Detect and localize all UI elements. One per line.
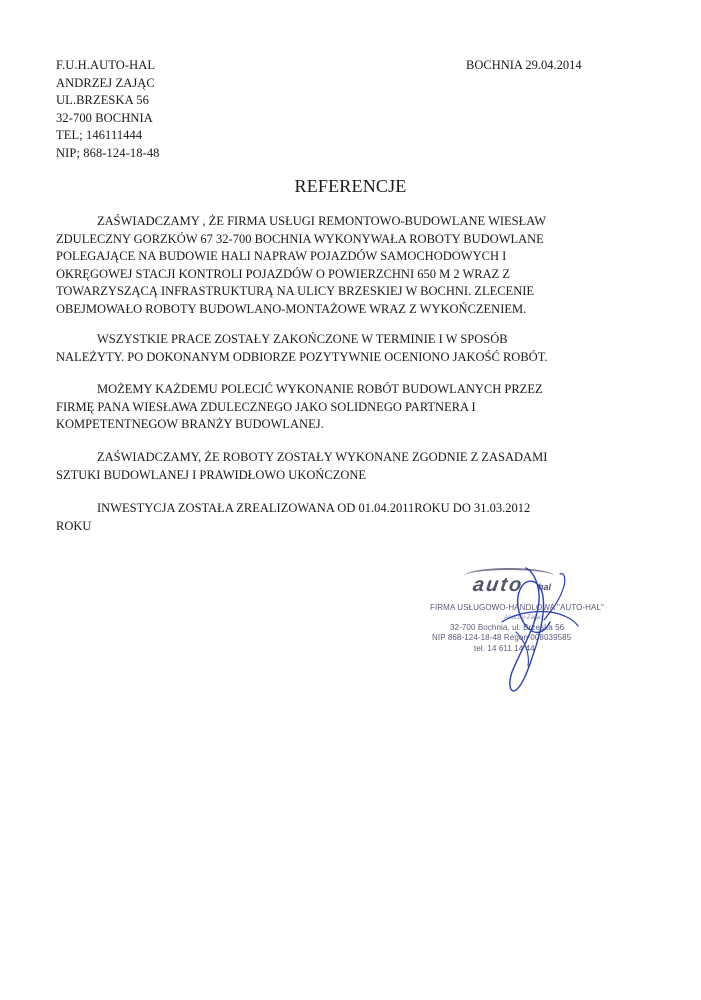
stamp-phone: tel. 14 611 14 44 <box>474 644 535 653</box>
paragraph <box>56 449 656 484</box>
document-date: BOCHNIA 29.04.2014 <box>466 58 582 72</box>
stamp-logo-suffix: hal <box>538 582 552 592</box>
paragraph-line: WSZYSTKIE PRACE ZOSTAŁY ZAKOŃCZONE W TERMINIE I W SPOSÓB <box>97 332 508 346</box>
paragraph-line: ROKU <box>56 518 92 533</box>
sender-address-block <box>56 57 160 163</box>
sender-line: TEL; 146111444 <box>56 128 143 143</box>
document-title: REFERENCJE <box>294 176 407 196</box>
paragraph-line: OBEJMOWAŁO ROBOTY BUDOWLANO-MONTAŻOWE WRAZ Z WYKOŃCZENIEM. <box>56 301 527 316</box>
sender-line: UL.BRZESKA 56 <box>56 93 149 108</box>
paragraph-line: ZAŚWIADCZAMY, ŻE ROBOTY ZOSTAŁY WYKONANE ZGODNIE Z ZASADAMI <box>97 450 548 464</box>
stamp-company-name: FIRMA USŁUGOWO-HANDLOWA "AUTO-HAL" <box>430 603 604 612</box>
stamp-owner-name: Andrzej Zając <box>504 615 542 621</box>
sender-line: ANDRZEJ ZAJĄC <box>56 75 155 90</box>
sender-line: NIP; 868-124-18-48 <box>56 145 160 160</box>
sender-line: 32-700 BOCHNIA <box>56 110 153 125</box>
paragraph <box>56 381 656 434</box>
stamp-tax-ids: NIP 868-124-18-48 Regon 008039585 <box>432 633 572 642</box>
stamp-address: 32-700 Bochnia, ul. Brzeska 56 <box>450 623 565 632</box>
paragraph <box>56 500 656 535</box>
paragraph-line: POLEGAJĄCE NA BUDOWIE HALI NAPRAW POJAZDÓW SAMOCHODOWYCH I <box>56 249 507 264</box>
paragraph-line: TOWARZYSZĄCĄ INFRASTRUKTURĄ NA ULICY BRZESKIEJ W BOCHNI. ZLECENIE <box>56 284 535 299</box>
paragraph-line: INWESTYCJA ZOSTAŁA ZREALIZOWANA OD 01.04.2011ROKU DO 31.03.2012 <box>97 501 531 515</box>
sender-line: F.U.H.AUTO-HAL <box>56 58 156 72</box>
stamp-logo-text: auto <box>471 574 525 596</box>
paragraph-line: ZAŚWIADCZAMY , ŻE FIRMA USŁUGI REMONTOWO-BUDOWLANE WIESŁAW <box>97 214 547 228</box>
company-stamp <box>418 568 618 718</box>
paragraph-line: MOŻEMY KAŻDEMU POLECIĆ WYKONANIE ROBÓT BUDOWLANYCH PRZEZ <box>97 382 543 396</box>
paragraph-line: ZDULECZNY GORZKÓW 67 32-700 BOCHNIA WYKONYWAŁA ROBOTY BUDOWLANE <box>56 231 544 246</box>
paragraph-line: KOMPETENTNEGOW BRANŻY BUDOWLANEJ. <box>56 417 324 432</box>
paragraph <box>56 331 656 366</box>
paragraph <box>56 213 656 319</box>
paragraph-line: NALEŻYTY. PO DOKONANYM ODBIORZE POZYTYWNIE OCENIONO JAKOŚĆ ROBÓT. <box>56 349 548 364</box>
paragraph-line: OKRĘGOWEJ STACJI KONTROLI POJAZDÓW O POWIERZCHNI 650 M 2 WRAZ Z <box>56 266 511 281</box>
paragraph-line: FIRMĘ PANA WIESŁAWA ZDULECZNEGO JAKO SOLIDNEGO PARTNERA I <box>56 399 476 414</box>
paragraph-line: SZTUKI BUDOWLANEJ I PRAWIDŁOWO UKOŃCZONE <box>56 467 367 482</box>
